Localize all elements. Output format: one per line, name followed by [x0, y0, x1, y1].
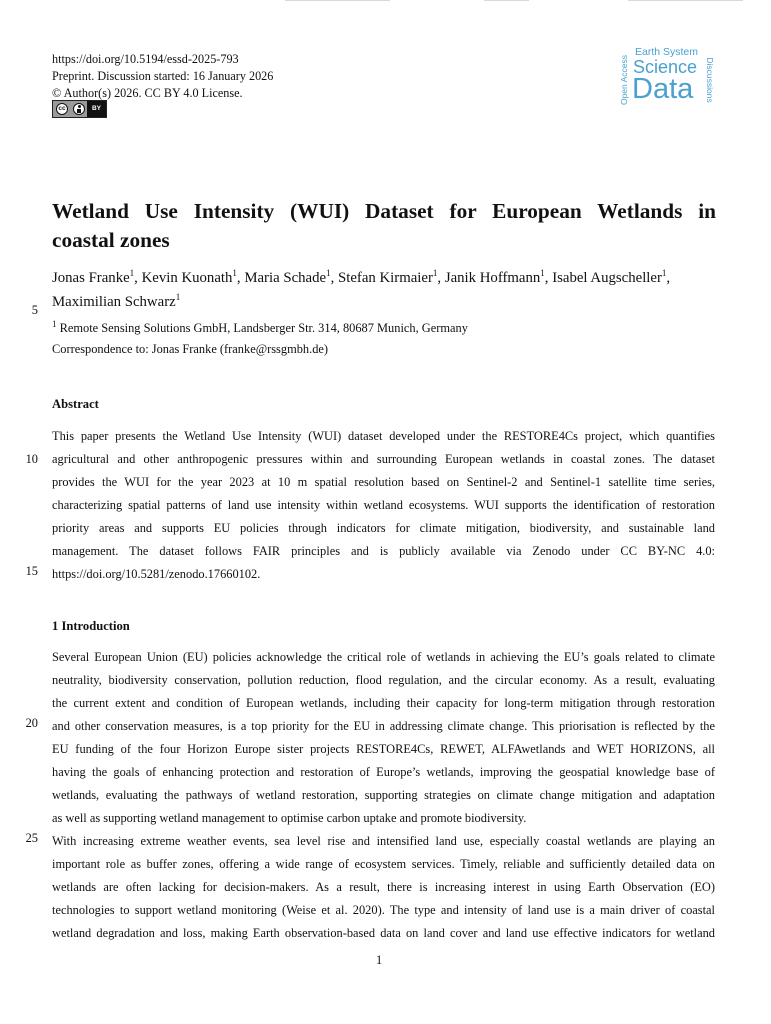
paper-title	[52, 197, 716, 255]
author: Stefan Kirmaier$^1$	[337, 268, 438, 286]
title-line: Wetland Use Intensity (WUI) Dataset for European Wetlands in	[52, 199, 716, 223]
text-line: This paper presents the Wetland Use Intensity (WUI) dataset developed under the RESTORE4Cs project, which quantifies	[52, 429, 715, 443]
journal-logo	[620, 45, 716, 105]
author: Isabel Augscheller$^1$	[552, 268, 667, 286]
logo-discussions: Discussions	[705, 57, 715, 103]
text-line: and other conservation measures, is a top priority for the EU in addressing climate change. This priorisation is reflected by the	[52, 719, 715, 733]
text-line: having the goals of enhancing protection and restoration of Europe’s wetlands, improving the geospatial knowledge base of	[52, 765, 715, 779]
logo-open-access: Open Access	[619, 54, 629, 106]
author: Kevin Kuonath$^1$	[141, 268, 237, 286]
preprint-date: Preprint. Discussion started: 16 January 2026	[52, 69, 274, 83]
abstract-body	[52, 425, 715, 586]
page-number: 1	[376, 953, 383, 967]
attribution-icon	[73, 103, 85, 115]
doi-link[interactable]: https://doi.org/10.5194/essd-2025-793	[52, 52, 239, 66]
correspondence: Correspondence to: Jonas Franke (franke@rssgmbh.de)	[52, 342, 329, 356]
logo-line3: Data	[632, 73, 694, 105]
text-line: as well as supporting wetland management to optimise carbon uptake and promote biodiversity.	[52, 811, 527, 825]
text-line: With increasing extreme weather events, sea level rise and intensified land use, especially coastal wetlands are playing an	[52, 834, 715, 848]
logo-line1: Earth System	[635, 46, 699, 58]
text-line: important role as buffer zones, offering a wide range of ecosystem services. Timely, reliable and sufficiently detailed data on	[52, 857, 715, 871]
line-number: 10	[25, 452, 38, 466]
author: Maria Schade$^1$	[244, 268, 331, 286]
title-line: coastal zones	[52, 228, 170, 252]
author: Jonas Franke$^1$	[52, 268, 135, 286]
author: Janik Hoffmann$^1$	[444, 268, 545, 286]
text-line: wetland degradation and loss, making Earth observation-based data on land cover and land use effective indicators for wetland	[52, 926, 715, 940]
text-line: agricultural and other anthropogenic pressures within and surrounding European wetlands in coastal zones. The dataset	[52, 452, 715, 466]
text-line: wetlands, evaluating the pathways of wetland restoration, supporting strategies on climate change mitigation and adaptation	[52, 788, 715, 802]
section-heading: 1 Introduction	[52, 619, 130, 633]
top-rule	[628, 0, 743, 1]
doi-link[interactable]: https://doi.org/10.5281/zenodo.17660102.	[52, 567, 261, 581]
top-rule	[285, 0, 390, 1]
header-meta	[52, 51, 273, 102]
line-number: 20	[25, 716, 38, 730]
line-number: 15	[25, 564, 38, 578]
logo-line2: Science	[633, 57, 698, 77]
cc-by-license-badge[interactable]	[52, 100, 107, 118]
text-line: provides the WUI for the year 2023 at 10 m spatial resolution based on Sentinel-2 and Sentinel-1 satellite time series,	[52, 475, 715, 489]
text-line: Several European Union (EU) policies acknowledge the critical role of wetlands in achieving the EU’s goals related to climate	[52, 650, 715, 664]
author: Maximilian Schwarz$^1$	[52, 292, 181, 311]
text-line: neutrality, biodiversity conservation, pollution reduction, flood regulation, and the circular economy. As a result, evaluating	[52, 673, 715, 687]
abstract-heading: Abstract	[52, 397, 99, 411]
line-number: 5	[31, 303, 38, 317]
text-line: EU funding of the four Horizon Europe sister projects RESTORE4Cs, REWET, ALFAwetlands and WET HORIZONS, all	[52, 742, 715, 756]
text-line: technologies to support wetland monitoring (Weise et al. 2020). The type and intensity of land use is a main driver of coastal	[52, 903, 715, 917]
author-list: Jonas Franke$^1$, Kevin Kuonath$^1$, Maria Schade$^1$, Stefan Kirmaier$^1$, Janik Hoffmann$^1$, Isabel Augscheller$^1$, Maximilian Schwarz$^1$	[52, 268, 671, 311]
introduction-body	[52, 646, 715, 945]
affiliation: $^1$ Remote Sensing Solutions GmbH, Landsberger Str. 314, 80687 Munich, Germany	[52, 319, 468, 336]
text-line: management. The dataset follows FAIR principles and is publicly available via Zenodo under CC BY-NC 4.0:	[52, 544, 715, 558]
text-line: the current extent and condition of European wetlands, including their capacity for long-term mitigation through restoration	[52, 696, 715, 710]
text-line: characterizing spatial patterns of land use intensity within wetland ecosystems. WUI supports the identification of restoration	[52, 498, 715, 512]
text-line: wetlands are often lacking for decision-makers. As a result, there is increasing interest in using Earth Observation (EO)	[52, 880, 715, 894]
cc-icon: cc	[56, 103, 68, 115]
top-rule	[484, 0, 529, 1]
line-number: 25	[25, 831, 38, 845]
cc-by-label: BY	[87, 101, 106, 117]
text-line: priority areas and supports EU policies through indicators for climate mitigation, biodiversity, and sustainable land	[52, 521, 715, 535]
license-text: © Author(s) 2026. CC BY 4.0 License.	[52, 86, 243, 100]
